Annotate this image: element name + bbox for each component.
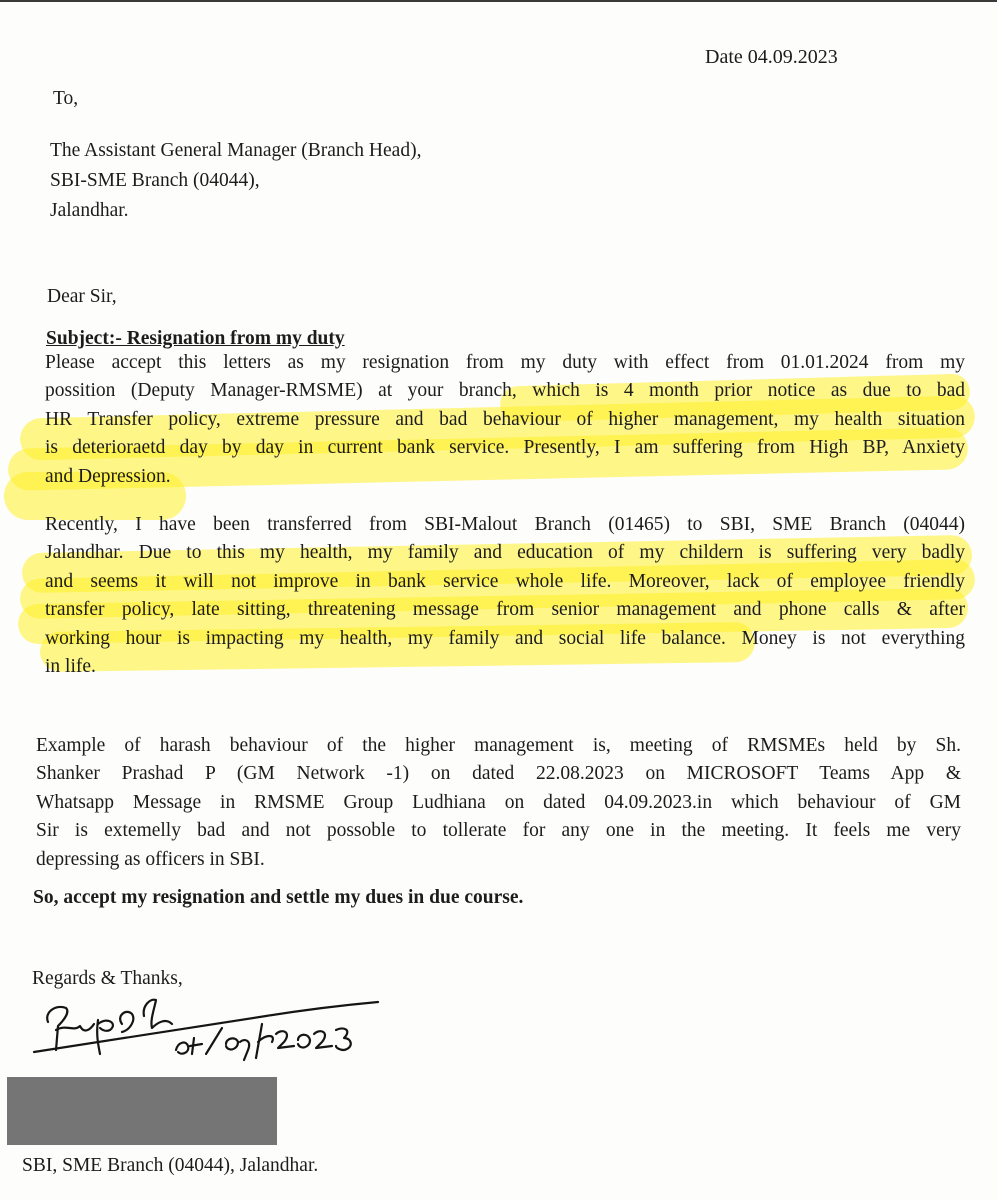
paragraph-line: Whatsapp Message in RMSME Group Ludhiana on dated 04.09.2023.in which behaviour of GM — [36, 791, 961, 813]
paragraph-transfer — [45, 511, 965, 681]
paragraph-line: and Depression. — [45, 465, 171, 487]
address-line: The Assistant General Manager (Branch Head), — [50, 140, 422, 161]
paragraph-line: in life. — [45, 656, 96, 678]
branch-line: SBI, SME Branch (04044), Jalandhar. — [22, 1155, 319, 1176]
recipient-address — [50, 136, 421, 226]
paragraph-line: Example of harash behaviour of the higher management is, meeting of RMSMEs held by Sh. — [36, 735, 961, 756]
handwritten-signature — [26, 994, 386, 1064]
paragraph-line: Please accept this letters as my resignation from my duty with effect from 01.01.2024 from my — [45, 352, 965, 373]
salutation: Dear Sir, — [47, 286, 117, 307]
paragraph-line: possition (Deputy Manager-RMSME) at your branch, which is 4 month prior notice as due to bad — [45, 380, 965, 402]
paragraph-line: Jalandhar. Due to this my health, my family and education of my childern is suffering very badly — [45, 542, 965, 564]
closing-line: So, accept my resignation and settle my dues in due course. — [33, 887, 524, 908]
subject-line: Subject:- Resignation from my duty — [46, 328, 345, 349]
paragraph-line: transfer policy, late sitting, threatening message from senior management and phone calls & after — [45, 599, 965, 621]
paragraph-line: and seems it will not improve in bank service whole life. Moreover, lack of employee friendly — [45, 570, 965, 592]
paragraph-example — [36, 732, 961, 874]
paragraph-resignation — [45, 349, 965, 491]
letter-date: Date 04.09.2023 — [705, 46, 838, 68]
paragraph-line: is deterioraetd day by day in current bank service. Presently, I am suffering from High BP, Anxiety — [45, 437, 965, 459]
paragraph-line: Sir is extemelly bad and not possoble to tollerate for any one in the meeting. It feels me very — [36, 820, 961, 842]
paragraph-line: HR Transfer policy, extreme pressure and bad behaviour of higher management, my health situation — [45, 408, 965, 430]
paragraph-line: working hour is impacting my health, my family and social life balance. Money is not everything — [45, 627, 965, 649]
regards-line: Regards & Thanks, — [32, 968, 183, 989]
address-line: Jalandhar. — [50, 200, 129, 221]
paragraph-line: depressing as officers in SBI. — [36, 848, 265, 870]
paragraph-line: Recently, I have been transferred from SBI-Malout Branch (01465) to SBI, SME Branch (04044) — [45, 514, 965, 535]
to-line: To, — [53, 88, 79, 109]
address-line: SBI-SME Branch (04044), — [50, 170, 260, 191]
redaction-box — [7, 1077, 277, 1145]
paragraph-line: Shanker Prashad P (GM Network -1) on dated 22.08.2023 on MICROSOFT Teams App & — [36, 763, 961, 785]
